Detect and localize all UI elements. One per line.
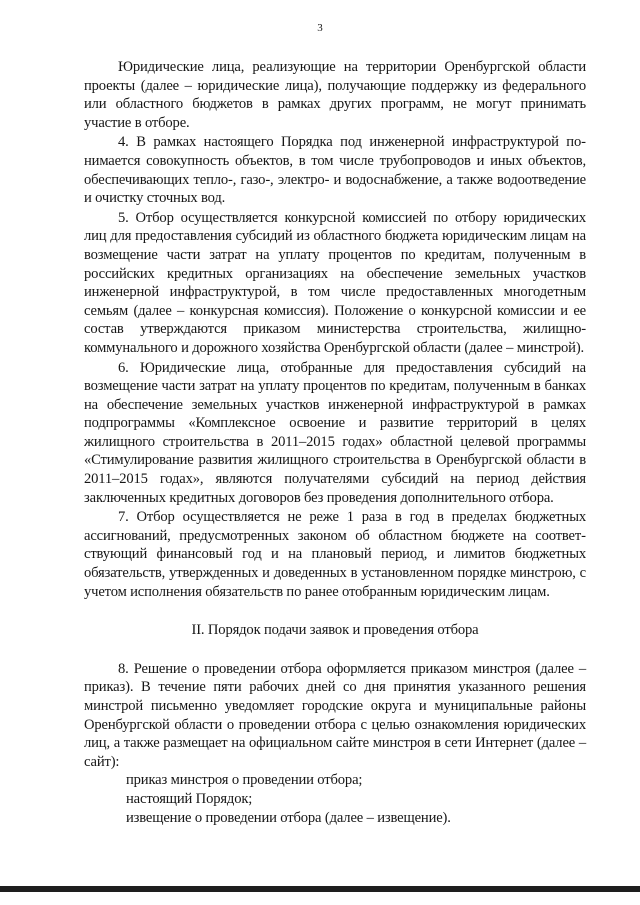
list-item-procedure: настоящий Порядок; <box>126 790 253 807</box>
list-item-order: приказ минстроя о проведении отбора; <box>126 772 363 789</box>
bottom-scan-border <box>0 886 640 892</box>
section-heading: II. Порядок подачи заявок и проведения отбора <box>191 622 479 639</box>
paragraph-4-engineering-infrastructure: 4. В рамках настоящего Порядка под инженерной инфраструктурой понимается совокупность объектов, в том числе трубопроводов и иных объектов, обеспечивающих тепло-, газо-, электро- и водоснабжение, а также водоотведение и очистку сточных вод. <box>84 134 586 207</box>
document-body <box>84 58 586 827</box>
page-number: 3 <box>317 22 323 34</box>
paragraph-6-selected-entities: 6. Юридические лица, отобранные для предоставления субсидий на возмещение части затрат на уплату процентов по кредитам, полученным в банках на обеспечение земельных участков инженерной инфраструктурой в рамках подпрограммы «Комплексное освоение и развитие территорий в целях жилищного строительства в 2011–2015 годах» областной целевой программы «Стимулирование развития жилищного строительства в Оренбургской области в 2011–2015 годах», являются получателями субсидий на период действия заключенных кредитных договоров без проведения дополнительного отбора. <box>84 359 586 506</box>
paragraph-legal-entities-exclusion: Юридические лица, реализующие на территории Оренбургской области проекты (далее – юридические лица), получающие поддержку из федерального или областного бюджетов в рамках других программ, не могут принимать участие в отборе. <box>84 59 586 131</box>
paragraph-7-selection-frequency: 7. Отбор осуществляется не реже 1 раза в год в пределах бюджетных ассигнований, предусмотренных законом об областном бюджете на соответствующий финансовый год и на плановый период, и лимитов бюджетных обязательств, утвержденных и доведенных в установленном порядке минстрою, с учетом исполнения обязательств по ранее отобранным юридическим лицам. <box>84 509 586 600</box>
paragraph-5-competition-commission: 5. Отбор осуществляется конкурсной комиссией по отбору юридических лиц для предоставления субсидий из областного бюджета юридическим лицам на возмещение части затрат на уплату процентов по кредитам, полученным в российских кредитных организациях на обеспечение земельных участков инженерной инфраструктурой, в том числе предоставленных многодетным семьям (далее – конкурсная комиссия). Положение о конкурсной комиссии и ее состав утверждаются приказом министерства строительства, жилищно-коммунального и дорожного хозяйства Оренбургской области (далее – минстрой). <box>84 209 586 356</box>
list-item-notice: извещение о проведении отбора (далее – извещение). <box>126 809 451 826</box>
paragraph-8-selection-decision: 8. Решение о проведении отбора оформляется приказом минстроя (далее – приказ). В течение пяти рабочих дней со дня принятия указанного решения минстрой письменно уведомляет городские округа и муниципальные районы Оренбургской области о проведении отбора с целью ознакомления юридических лиц, а также размещает на официальном сайте минстроя в сети Интернет (далее – сайт): <box>84 660 586 770</box>
